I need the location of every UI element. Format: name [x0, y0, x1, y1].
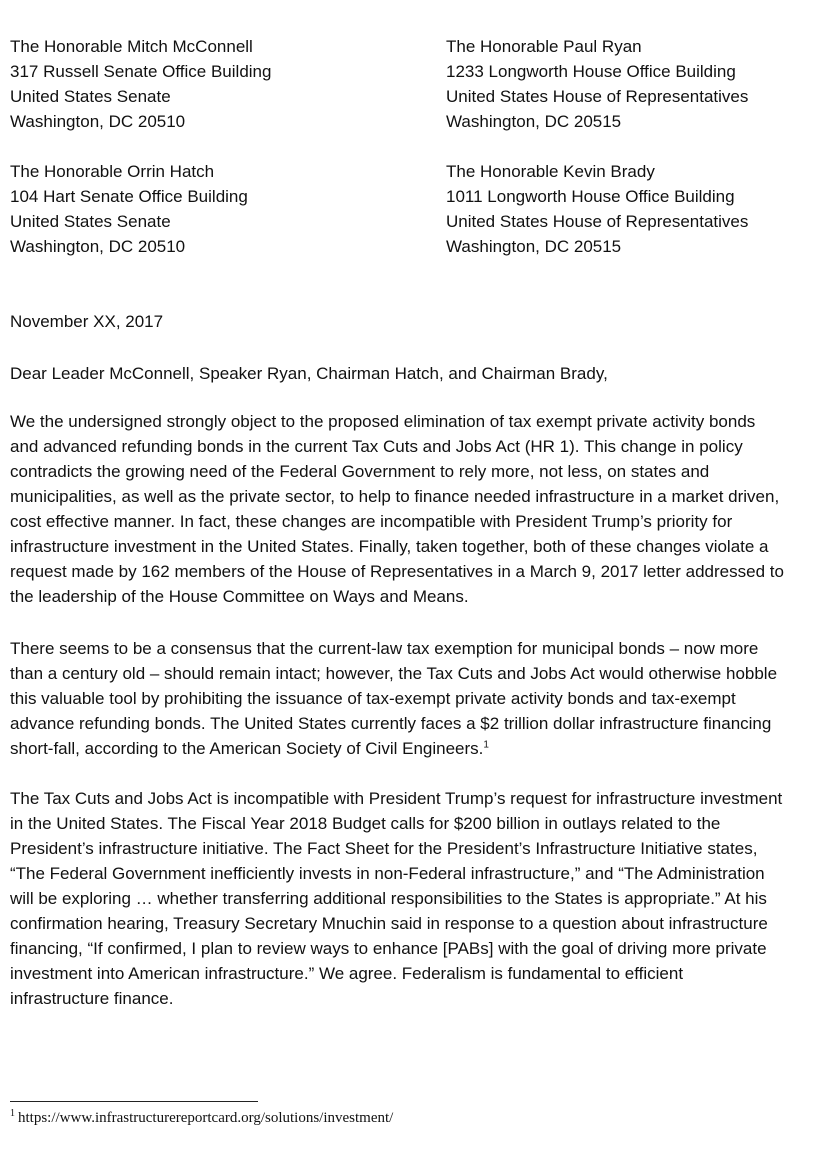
paragraph-line: this valuable tool by prohibiting the issuance of tax-exempt private activity bonds and tax-exempt	[10, 689, 736, 708]
address-line: Washington, DC 20510	[10, 112, 186, 131]
address-line: United States Senate	[10, 212, 171, 231]
footnote-reference[interactable]: 1	[483, 739, 489, 751]
paragraph-line: The Tax Cuts and Jobs Act is incompatible with President Trump’s request for infrastructure investment	[10, 789, 783, 808]
address-line: 1233 Longworth House Office Building	[446, 62, 736, 81]
address-line: 317 Russell Senate Office Building	[10, 62, 272, 81]
address-line: The Honorable Paul Ryan	[446, 37, 642, 56]
paragraph-1	[10, 409, 818, 609]
address-line: United States Senate	[10, 87, 171, 106]
footnote-link[interactable]: https://www.infrastructurereportcard.org/solutions/investment/	[18, 1110, 394, 1126]
paragraph-line: and advanced refunding bonds in the current Tax Cuts and Jobs Act (HR 1). This change in policy	[10, 437, 743, 456]
address-line: 1011 Longworth House Office Building	[446, 187, 735, 206]
paragraph-line: “The Federal Government inefficiently invests in non-Federal infrastructure,” and “The Administration	[10, 864, 765, 883]
address-line: The Honorable Kevin Brady	[446, 162, 655, 181]
paragraph-line: municipalities, as well as the private sector, to help to finance needed infrastructure in a market driven,	[10, 487, 780, 506]
paragraph-line: There seems to be a consensus that the current-law tax exemption for municipal bonds – now more	[10, 639, 759, 658]
address-line: Washington, DC 20515	[446, 237, 622, 256]
paragraph-line: We the undersigned strongly object to the proposed elimination of tax exempt private activity bonds	[10, 412, 756, 431]
footnote-marker: 1	[10, 1108, 15, 1119]
paragraph-line: financing, “If confirmed, I plan to review ways to enhance [PABs] with the goal of driving more private	[10, 939, 767, 958]
address-column-left	[10, 34, 271, 284]
address-line: The Honorable Mitch McConnell	[10, 37, 253, 56]
address-line: 104 Hart Senate Office Building	[10, 187, 248, 206]
paragraph-line: infrastructure investment in the United States. Finally, taken together, both of these changes violate a	[10, 537, 769, 556]
paragraph-3	[10, 786, 818, 1011]
salutation: Dear Leader McConnell, Speaker Ryan, Chairman Hatch, and Chairman Brady,	[10, 364, 608, 383]
address-column-right	[446, 34, 748, 284]
paragraph-line: confirmation hearing, Treasury Secretary Mnuchin said in response to a question about infrastructure	[10, 914, 768, 933]
footnote	[10, 1110, 393, 1127]
address-block-hatch	[10, 159, 271, 259]
address-block-ryan	[446, 34, 748, 134]
footnote-divider	[10, 1101, 258, 1102]
paragraph-2	[10, 636, 818, 761]
paragraph-line: request made by 162 members of the House of Representatives in a March 9, 2017 letter addressed to	[10, 562, 784, 581]
address-line: Washington, DC 20515	[446, 112, 622, 131]
address-line: United States House of Representatives	[446, 87, 749, 106]
address-line: United States House of Representatives	[446, 212, 749, 231]
paragraph-line: cost effective manner. In fact, these changes are incompatible with President Trump’s priority for	[10, 512, 733, 531]
paragraph-line: contradicts the growing need of the Federal Government to rely more, not less, on states and	[10, 462, 710, 481]
paragraph-line: than a century old – should remain intact; however, the Tax Cuts and Jobs Act would otherwise hobble	[10, 664, 778, 683]
paragraph-line	[10, 736, 818, 761]
paragraph-line: investment into American infrastructure.” We agree. Federalism is fundamental to efficient	[10, 964, 684, 983]
address-line: The Honorable Orrin Hatch	[10, 162, 215, 181]
address-line: Washington, DC 20510	[10, 237, 186, 256]
letter-date: November XX, 2017	[10, 312, 164, 331]
paragraph-line: in the United States. The Fiscal Year 2018 Budget calls for $200 billion in outlays related to the	[10, 814, 721, 833]
paragraph-line: advance refunding bonds. The United States currently faces a $2 trillion dollar infrastructure financing	[10, 714, 772, 733]
paragraph-line: infrastructure finance.	[10, 989, 174, 1008]
paragraph-line: will be exploring … whether transferring additional responsibilities to the States is appropriate.” At his	[10, 889, 767, 908]
paragraph-line-text: short-fall, according to the American Society of Civil Engineers.	[10, 739, 484, 758]
address-block-mcconnell	[10, 34, 271, 134]
address-block-brady	[446, 159, 748, 259]
paragraph-line: President’s infrastructure initiative. The Fact Sheet for the President’s Infrastructure Initiative states,	[10, 839, 758, 858]
paragraph-line: the leadership of the House Committee on Ways and Means.	[10, 587, 469, 606]
